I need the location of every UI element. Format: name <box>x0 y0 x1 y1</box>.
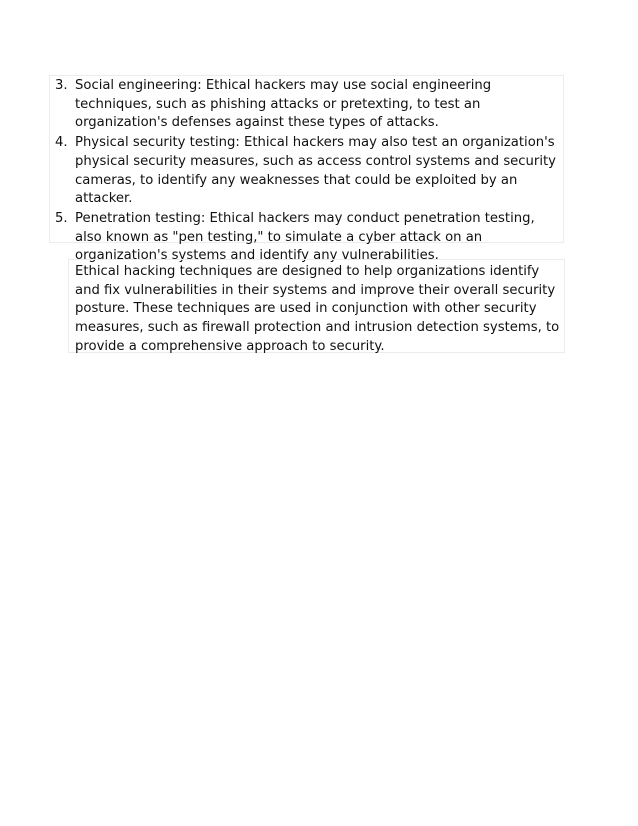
summary-paragraph-block <box>68 259 565 353</box>
summary-paragraph: Ethical hacking techniques are designed to help organizations identify and fix vulnerabilities in their systems and improve their overall security posture. These techniques are used in conjunction with other security measures, such as firewall protection and intrusion detection systems, to provide a comprehensive approach to security. <box>75 264 560 354</box>
list-item <box>50 77 563 133</box>
list-item <box>50 210 563 266</box>
list-item-number: 5. <box>55 210 68 226</box>
list-item-number: 4. <box>55 135 68 151</box>
list-item <box>50 134 563 209</box>
numbered-list <box>49 75 564 264</box>
list-item-text: Physical security testing: Ethical hackers may also test an organization's physical security measures, such as access control systems and security cameras, to identify any weaknesses that could be exploited by an attacker. <box>75 135 556 207</box>
list-item-text: Social engineering: Ethical hackers may use social engineering techniques, such as phishing attacks or pretexting, to test an organization's defenses against these types of attacks. <box>75 78 492 131</box>
list-item-number: 3. <box>55 78 68 93</box>
list-item-text: Penetration testing: Ethical hackers may conduct penetration testing, also known as "pen testing," to simulate a cyber attack on an organization's systems and identify any vulnerabilities. <box>75 210 535 264</box>
